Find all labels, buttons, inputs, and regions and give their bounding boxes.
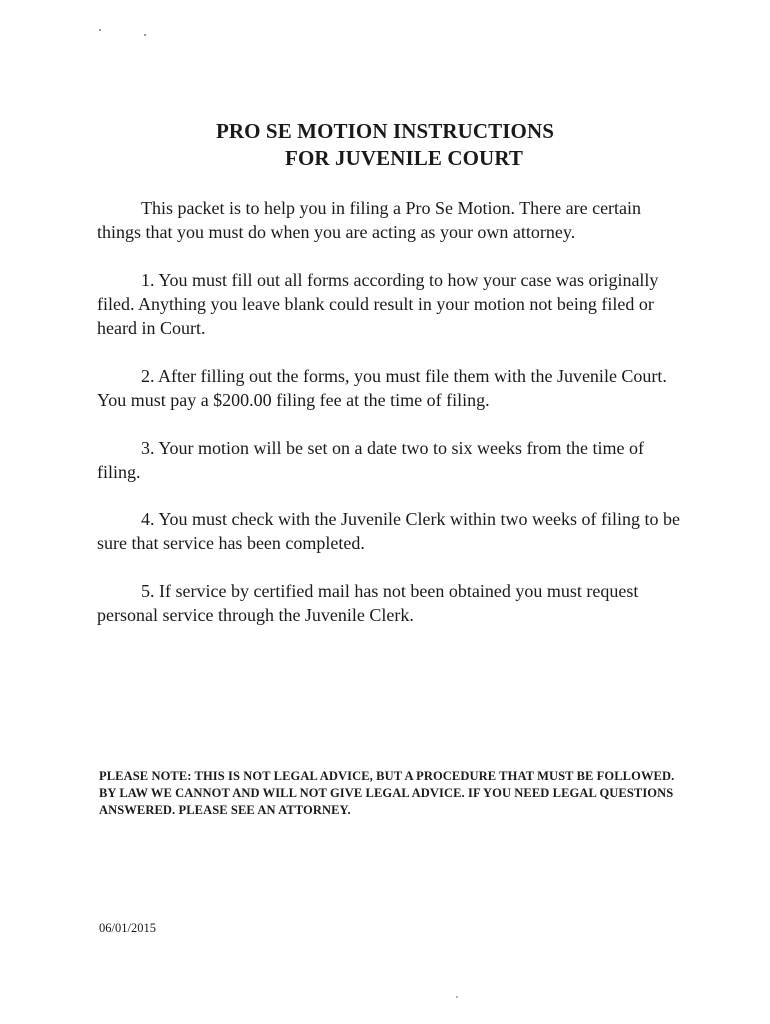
- instruction-item: [97, 436, 687, 484]
- instruction-text-4: 4. You must check with the Juvenile Clerk within two weeks of filing to be sure that service has been completed.: [97, 509, 680, 553]
- intro-text: This packet is to help you in filing a Pro Se Motion. There are certain things that you must do when you are acting as your own attorney.: [97, 198, 642, 242]
- scan-speck: [456, 996, 458, 998]
- instruction-text-3: 3. Your motion will be set on a date two to six weeks from the time of filing.: [97, 438, 644, 482]
- revision-date: 06/01/2015: [99, 921, 156, 935]
- document-title-line2: FOR JUVENILE COURT: [285, 146, 523, 170]
- instruction-text-1: 1. You must fill out all forms according to how your case was originally filed. Anything you leave blank could result in your motion not being filed or heard in Court.: [97, 270, 659, 338]
- instruction-text-2: 2. After filling out the forms, you must file them with the Juvenile Court. You must pay a $200.00 filing fee at the time of filing.: [97, 366, 667, 410]
- instruction-text-5: 5. If service by certified mail has not been obtained you must request personal service through the Juvenile Clerk.: [97, 581, 639, 625]
- instruction-item: [97, 364, 687, 412]
- instruction-item: [97, 507, 687, 555]
- instruction-item: [97, 579, 687, 627]
- legal-notice: PLEASE NOTE: THIS IS NOT LEGAL ADVICE, BUT A PROCEDURE THAT MUST BE FOLLOWED. BY LAW WE CANNOT AND WILL NOT GIVE LEGAL ADVICE. IF YOU NEED LEGAL QUESTIONS ANSWERED. PLEASE SEE AN ATTORNEY.: [99, 769, 675, 817]
- scan-speck: [99, 29, 101, 31]
- intro-paragraph: [97, 196, 687, 244]
- scan-speck: [144, 34, 146, 36]
- document-title-line1: PRO SE MOTION INSTRUCTIONS: [215, 119, 555, 143]
- instruction-item: [97, 268, 687, 340]
